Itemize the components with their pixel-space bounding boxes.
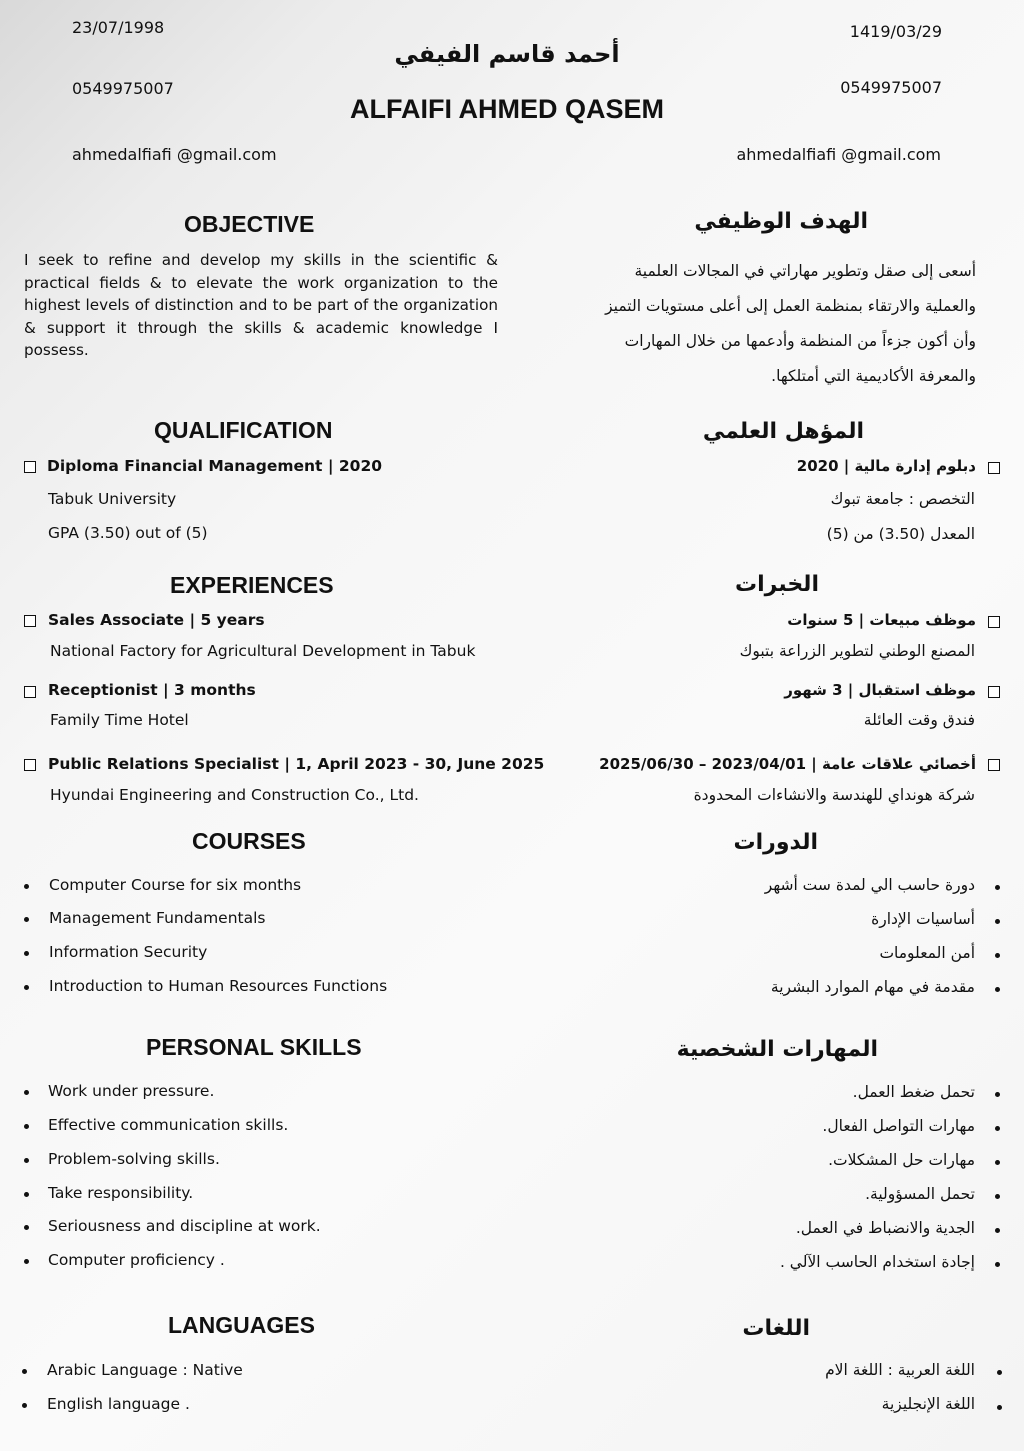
checkbox-bullet [988,462,1000,474]
bullet-dot [997,1405,1002,1410]
experience-org-en: National Factory for Agricultural Development in Tabuk [50,642,476,660]
bullet-dot [997,1370,1002,1375]
qualification-university-ar: التخصص : جامعة تبوك [830,490,975,508]
bullet-dot [22,1403,27,1408]
bullet-dot [24,1192,29,1197]
skill-item-ar: تحمل المسؤولية. [865,1185,975,1203]
bullet-dot [995,953,1000,958]
language-item-en: English language . [47,1395,190,1413]
course-item-ar: أمن المعلومات [879,944,975,962]
bullet-dot [24,1225,29,1230]
course-item-en: Management Fundamentals [49,909,266,927]
courses-title-en: COURSES [192,828,306,854]
birth-date-hijri: 1419/03/29 [849,22,942,41]
skills-title-ar: المهارات الشخصية [676,1037,878,1062]
email-left: ahmedalfiafi @gmail.com [72,145,277,164]
languages-title-ar: اللغات [742,1316,810,1341]
bullet-dot [24,951,29,956]
experience-org-ar: شركة هونداي للهندسة والانشاءات المحدودة [693,786,975,804]
objective-line-ar: والعملية والارتقاء بمنظمة العمل إلى أعلى مستويات التميز [605,297,976,315]
checkbox-bullet [988,759,1000,771]
experiences-title-ar: الخبرات [735,572,819,597]
bullet-dot [995,919,1000,924]
experience-role-en: Sales Associate | 5 years [48,611,265,629]
language-item-ar: اللغة العربية : اللغة الام [825,1361,975,1379]
qualification-title-ar: المؤهل العلمي [702,419,864,444]
checkbox-bullet [988,616,1000,628]
qualification-degree-en: Diploma Financial Management | 2020 [47,457,383,475]
objective-title-ar: الهدف الوظيفي [694,209,868,234]
qualification-title-en: QUALIFICATION [154,417,333,443]
skill-item-ar: الجدية والانضباط في العمل. [795,1219,975,1237]
experiences-title-en: EXPERIENCES [170,572,334,598]
bullet-dot [995,1194,1000,1199]
qualification-degree-ar: دبلوم إدارة مالية | 2020 [796,457,976,475]
experience-org-en: Family Time Hotel [50,711,189,729]
experience-role-ar: موظف استقبال | 3 شهور [784,681,976,699]
experience-org-en: Hyundai Engineering and Construction Co., Ltd. [50,786,419,804]
bullet-dot [995,1228,1000,1233]
experience-org-ar: فندق وقت العائلة [863,711,975,729]
checkbox-bullet [988,686,1000,698]
experience-role-en: Public Relations Specialist | 1, April 2023 - 30, June 2025 [48,755,545,773]
bullet-dot [995,1092,1000,1097]
objective-line-ar: وأن أكون جزءاً من المنظمة وأدعمها من خلال المهارات [624,332,976,350]
experience-role-ar: موظف مبيعات | 5 سنوات [787,611,976,629]
course-item-en: Information Security [49,943,208,961]
bullet-dot [24,917,29,922]
objective-line-ar: والمعرفة الأكاديمية التي أمتلكها. [771,367,976,385]
name-english: ALFAIFI AHMED QASEM [350,94,664,124]
bullet-dot [24,985,29,990]
courses-title-ar: الدورات [733,830,818,855]
checkbox-bullet [24,615,36,627]
course-item-ar: أساسيات الإدارة [871,910,975,928]
bullet-dot [995,987,1000,992]
languages-title-en: LANGUAGES [168,1312,315,1338]
bullet-dot [24,1124,29,1129]
checkbox-bullet [24,686,36,698]
birth-date-gregorian: 23/07/1998 [72,18,165,37]
experience-role-en: Receptionist | 3 months [48,681,256,699]
qualification-gpa-en: GPA (3.50) out of (5) [48,524,208,542]
course-item-en: Introduction to Human Resources Functions [49,977,388,995]
course-item-en: Computer Course for six months [49,876,302,894]
skill-item-en: Computer proficiency . [48,1251,225,1269]
bullet-dot [995,885,1000,890]
bullet-dot [24,1259,29,1264]
skill-item-en: Seriousness and discipline at work. [48,1217,321,1235]
qualification-university-en: Tabuk University [48,490,177,508]
course-item-ar: دورة حاسب الي لمدة ست أشهر [764,876,975,894]
bullet-dot [995,1160,1000,1165]
bullet-dot [24,1158,29,1163]
experience-org-ar: المصنع الوطني لتطوير الزراعة بتبوك [739,642,975,660]
name-arabic: أحمد قاسم الفيفي [394,40,620,68]
phone-left: 0549975007 [72,79,174,98]
bullet-dot [995,1126,1000,1131]
skill-item-ar: مهارات حل المشكلات. [828,1151,975,1169]
skills-title-en: PERSONAL SKILLS [146,1034,362,1060]
bullet-dot [24,884,29,889]
skill-item-en: Effective communication skills. [48,1116,289,1134]
skill-item-en: Problem-solving skills. [48,1150,220,1168]
checkbox-bullet [24,759,36,771]
phone-right: 0549975007 [840,78,942,97]
skill-item-ar: مهارات التواصل الفعال. [822,1117,975,1135]
bullet-dot [22,1369,27,1374]
qualification-gpa-ar: المعدل (3.50) من (5) [826,525,975,543]
checkbox-bullet [24,461,36,473]
bullet-dot [24,1090,29,1095]
language-item-en: Arabic Language : Native [47,1361,243,1379]
skill-item-en: Take responsibility. [48,1184,194,1202]
objective-line-ar: أسعى إلى صقل وتطوير مهاراتي في المجالات العلمية [634,262,976,280]
skill-item-ar: تحمل ضغط العمل. [852,1083,975,1101]
experience-role-ar: أخصائي علاقات عامة | 2023/04/01 – 2025/06/30 [599,755,976,773]
objective-text-en: I seek to refine and develop my skills in the scientific & practical fields & to elevate the work organization to the highest levels of distinction and to be part of the organization & support it through the skills & academic knowledge I possess. [24,251,498,360]
skill-item-ar: إجادة استخدام الحاسب الآلي . [779,1253,975,1271]
language-item-ar: اللغة الإنجليزية [881,1395,975,1413]
objective-title-en: OBJECTIVE [184,211,315,237]
course-item-ar: مقدمة في مهام الموارد البشرية [770,978,975,996]
skill-item-en: Work under pressure. [48,1082,215,1100]
email-right: ahmedalfiafi @gmail.com [736,145,941,164]
objective-text-ar [536,254,976,394]
bullet-dot [995,1262,1000,1267]
